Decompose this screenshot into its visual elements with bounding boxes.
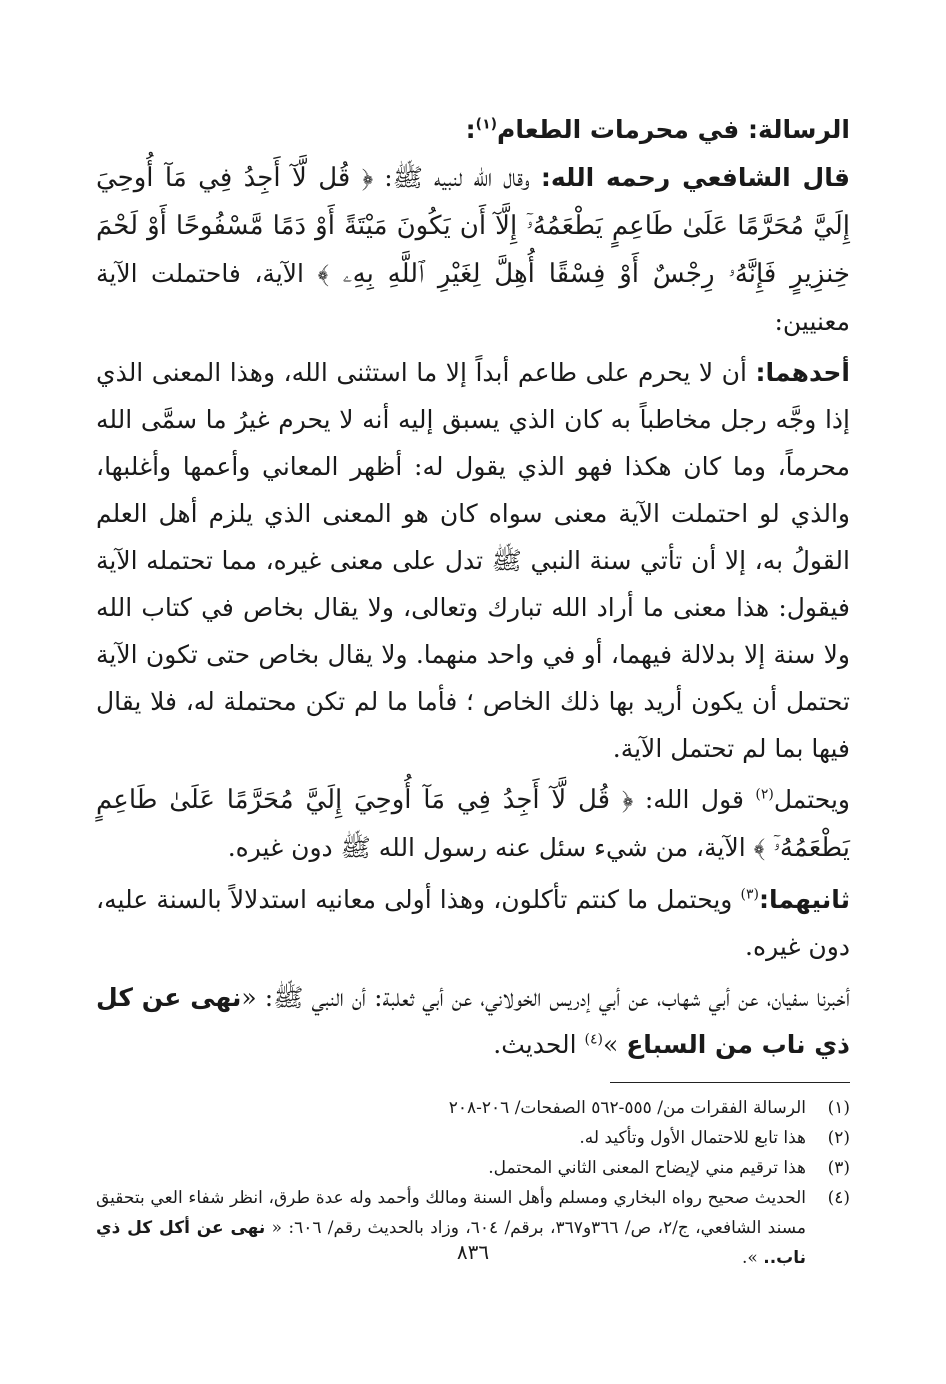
tail-text: الحديث. — [493, 1030, 585, 1059]
lead-phrase: أحدهما: — [755, 358, 850, 387]
footnote-text: هذا ترقيم مني لإيضاح المعنى الثاني المحتمل. — [488, 1158, 806, 1178]
section-heading — [96, 108, 850, 152]
footnote-ref-1[interactable]: (١) — [475, 116, 498, 133]
footnote-text: الرسالة الفقرات من/ ٥٥٥-٥٦٢ الصفحات/ ٢٠٦-٢٠٨ — [448, 1098, 806, 1118]
paragraph-second-meaning — [96, 876, 850, 970]
heading-suffix: : — [465, 115, 476, 144]
lead-phrase: قال الشافعي رحمه الله: — [540, 163, 850, 192]
footnote-text-main: الحديث صحيح رواه البخاري ومسلم وأهل السنة ومالك وأحمد وله عدة طرق، انظر شفاء العي بتحقيق مسند الشافعي، ج/٢، ص/ ٣٦٦و٣٦٧، برقم/ ٦٠٤، وزاد بالحديث رقم/ ٦٠٦: « — [96, 1188, 806, 1238]
paragraph-first-meaning — [96, 349, 850, 772]
footnote-number: (٢) — [827, 1128, 850, 1148]
footnote-text: هذا تابع للاحتمال الأول وتأكيد له. — [579, 1128, 806, 1148]
footnote-number: (١) — [827, 1098, 850, 1118]
footnote-number: (٣) — [827, 1158, 850, 1178]
body-text: أخبرنا سفيان، عن أبي شهاب، عن أبي إدريس الخولاني، عن أبي ثعلبة: أن النبي ﷺ: « — [241, 983, 850, 1012]
footnote-number: (٤) — [827, 1188, 850, 1208]
paragraph-also-possible — [96, 776, 850, 872]
intro-text: قول الله: — [633, 785, 756, 814]
lead-word: ويحتمل — [773, 785, 850, 814]
page-content — [96, 108, 850, 1273]
page-number: ٨٣٦ — [456, 1240, 490, 1264]
tail-text: الآية، من شيء سئل عنه رسول الله ﷺ دون غيره. — [227, 833, 754, 862]
quran-verse: ﴿ قُل لَّآ أَجِدُ فِي مَآ أُوحِيَ إِلَيَّ مُحَرَّمًا عَلَىٰ طَاعِمٍ يَطْعَمُهُۥٓ إِلَّآ أَن يَكُونَ مَيْتَةً أَوْ دَمًا مَّسْفُوحًا أَوْ لَحْمَ خِنزِيرٍ فَإِنَّهُۥ رِجْسٌ أَوْ فِسْقًا أُهِلَّ لِغَيْرِ ٱللَّهِ بِهِۦ ﴾ — [96, 163, 850, 289]
body-text: ويحتمل ما كنتم تأكلون، وهذا أولى معانيه استدلالاً بالسنة عليه، دون غيره. — [96, 885, 850, 961]
tail-text: الآية، فاحتملت الآية معنيين: — [96, 259, 850, 336]
paragraph-hadith — [96, 974, 850, 1068]
footnote-ref-2[interactable]: (٢) — [755, 786, 774, 803]
footnote-item — [96, 1123, 850, 1153]
heading-title: الرسالة: في محرمات الطعام — [497, 115, 850, 144]
intro-text: وقال الله لنبيه ﷺ: — [373, 163, 541, 192]
footnote-item — [96, 1153, 850, 1183]
footnote-divider — [610, 1082, 850, 1083]
body-text: أن لا يحرم على طاعم أبداً إلا ما استثنى الله، وهذا المعنى الذي إذا وجَّه رجل مخاطباً به كان الذي يسبق إليه أنه لا يحرم غيرُ ما سمَّى الله محرماً، وما كان هكذا فهو الذي يقول له: أظهر المعاني وأعمها وأغلبها، والذي لو احتملت الآية معنى سواه كان هو المعنى الذي يلزم أهل العلم القولُ به، إلا أن تأتي سنة النبي ﷺ تدل على معنى غيره، مما تحتمله الآية فيقول: هذا معنى ما أراد الله تبارك وتعالى، ولا يقال بخاص في كتاب الله ولا سنة إلا بدلالة فيهما، أو في واحد منهما. ولا يقال بخاص حتى تكون الآية تحتمل أن يكون أريد بها ذلك الخاص ؛ فأما ما لم تكن محتملة له، فلا يقال فيها بما لم تحتمل الآية. — [96, 358, 850, 763]
footnote-ref-4[interactable]: (٤) — [584, 1031, 603, 1048]
quran-verse: ﴿ قُل لَّآ أَجِدُ فِي مَآ أُوحِيَ إِلَيَّ مُحَرَّمًا عَلَىٰ طَاعِمٍ يَطْعَمُهُۥٓ ﴾ — [96, 785, 850, 863]
lead-phrase: ثانيهما: — [758, 885, 850, 914]
hadith-text: نهى عن كل ذي ناب من السباع — [96, 983, 850, 1059]
paragraph-shafii-quote — [96, 154, 850, 345]
footnote-tail: ». — [742, 1248, 764, 1268]
hadith-close: » — [602, 1030, 627, 1059]
footnote-hadith: نهى عن أكل كل ذي ناب.. — [96, 1218, 806, 1268]
footnote-ref-3[interactable]: (٣) — [740, 886, 759, 903]
footnote-item — [96, 1093, 850, 1123]
